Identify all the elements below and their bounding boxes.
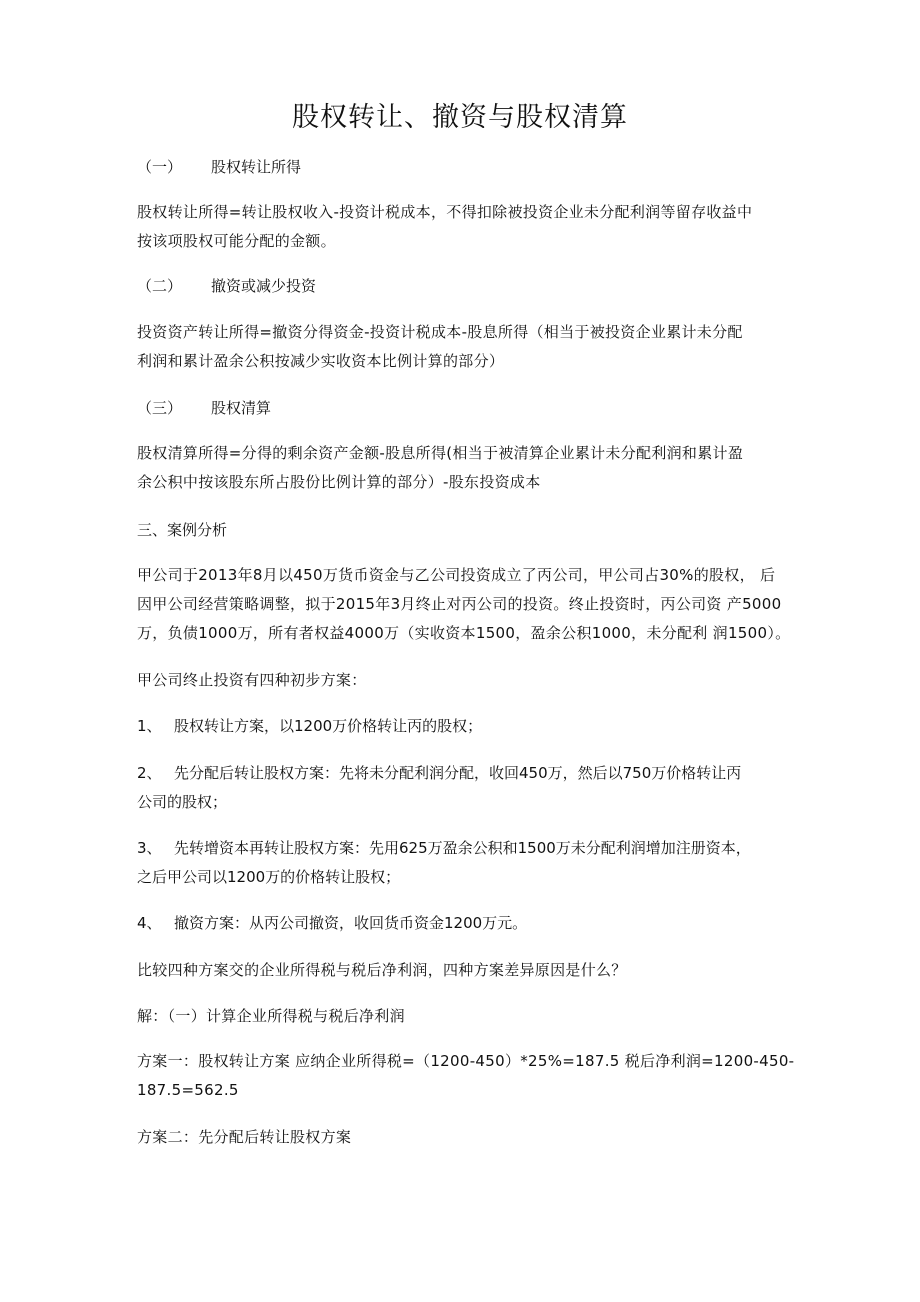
plan-number: 1、: [137, 717, 162, 735]
question-paragraph: 比较四种方案交的企业所得税与税后净利润，四种方案差异原因是什么？: [137, 961, 627, 979]
plan-text-continued: 公司的股权；: [137, 793, 228, 811]
plan-item-4: [137, 909, 797, 938]
plan-number: 4、: [137, 914, 162, 932]
paragraph-line: 余公积中按该股东所占股份比例计算的部分）-股东投资成本: [137, 473, 541, 491]
section-3-heading: [137, 396, 271, 420]
section-3-number: （三）: [137, 399, 183, 417]
plan-text: 股权转让方案，以1200万价格转让丙的股权；: [174, 717, 483, 735]
plan-text: 先转增资本再转让股权方案：先用625万盈余公积和1500万未分配利润增加注册资本，: [174, 839, 751, 857]
solution-1-paragraph: [137, 1047, 795, 1105]
paragraph-line: 股权清算所得=分得的剩余资产金额-股息所得(相当于被清算企业累计未分配利润和累计盈: [137, 444, 744, 462]
plan-text: 撤资方案：从丙公司撤资，收回货币资金1200万元。: [174, 914, 528, 932]
plan-number: 2、: [137, 764, 162, 782]
plan-item-3: [137, 834, 797, 892]
section-3-paragraph: [137, 439, 792, 497]
plans-intro: 甲公司终止投资有四种初步方案：: [137, 671, 367, 689]
paragraph-line: 利润和累计盈余公积按减少实收资本比例计算的部分）: [137, 352, 505, 370]
case-analysis-heading: 三、案例分析: [137, 521, 228, 539]
plan-item-2: [137, 759, 797, 817]
paragraph-line: 投资资产转让所得=撤资分得资金-投资计税成本-股息所得（相当于被投资企业累计未分配: [137, 323, 743, 341]
section-2-heading: [137, 274, 316, 298]
plan-text-continued: 之后甲公司以1200万的价格转让股权；: [137, 868, 401, 886]
solution-heading: 解：（一）计算企业所得税与税后净利润: [137, 1007, 405, 1025]
case-paragraph: [137, 561, 792, 648]
paragraph-line: 因甲公司经营策略调整，拟于2015年3月终止对丙公司的投资。终止投资时，丙公司资 产5000: [137, 595, 782, 613]
section-1-title: 股权转让所得: [211, 158, 302, 176]
paragraph-line: 万，负债1000万，所有者权益4000万（实收资本1500，盈余公积1000，未分配利 润1500）。: [137, 624, 791, 642]
section-1-paragraph: [137, 198, 792, 256]
paragraph-line: 甲公司于2013年8月以450万货币资金与乙公司投资成立了丙公司，甲公司占30%的股权， 后: [137, 566, 776, 584]
section-1-heading: [137, 155, 301, 179]
section-2-title: 撤资或减少投资: [211, 277, 317, 295]
plan-number: 3、: [137, 839, 162, 857]
section-2-number: （二）: [137, 277, 183, 295]
paragraph-line: 187.5=562.5: [137, 1081, 239, 1099]
document-title: 股权转让、撤资与股权清算: [292, 102, 628, 133]
section-2-paragraph: [137, 318, 792, 376]
paragraph-line: 方案一：股权转让方案 应纳企业所得税=（1200-450）*25%=187.5 税后净利润=1200-450-: [137, 1052, 795, 1070]
plan-text: 先分配后转让股权方案：先将未分配利润分配，收回450万，然后以750万价格转让丙: [174, 764, 742, 782]
section-3-title: 股权清算: [211, 399, 272, 417]
paragraph-line: 股权转让所得=转让股权收入-投资计税成本，不得扣除被投资企业未分配利润等留存收益中: [137, 203, 753, 221]
plan-item-1: [137, 712, 797, 741]
paragraph-line: 按该项股权可能分配的金额。: [137, 232, 336, 250]
section-1-number: （一）: [137, 158, 183, 176]
solution-2-heading: 方案二：先分配后转让股权方案: [137, 1128, 352, 1146]
